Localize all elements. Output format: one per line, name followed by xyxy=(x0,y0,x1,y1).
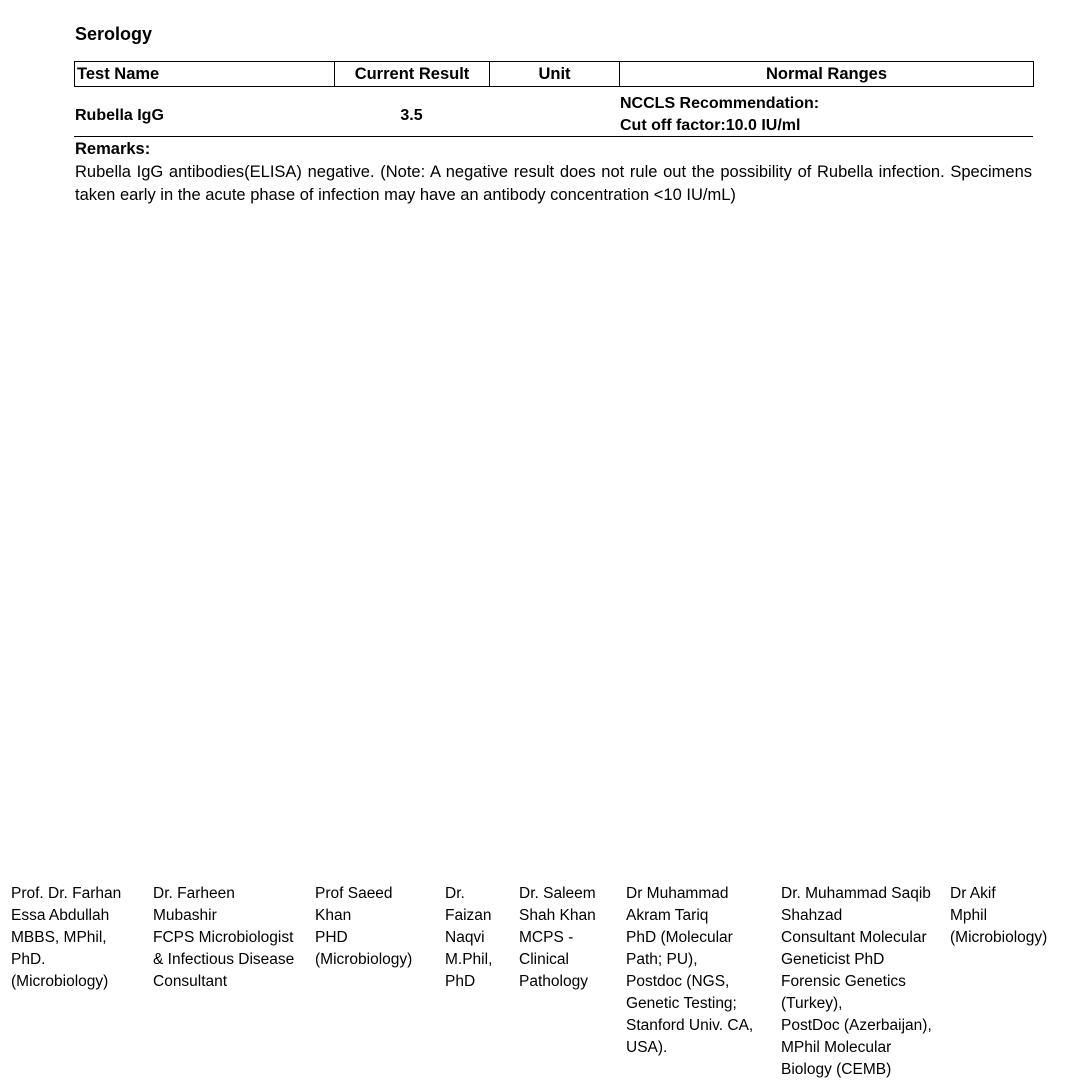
remarks-label: Remarks: xyxy=(75,140,151,158)
doctor-credit-line: Prof. Dr. Farhan xyxy=(11,885,122,902)
doctor-credit-line: PostDoc (Azerbaijan), xyxy=(781,1017,932,1034)
table-header xyxy=(74,61,1034,87)
doctor-credit-line: (Microbiology) xyxy=(315,951,413,968)
doctor-credit xyxy=(781,883,932,1081)
doctor-credit xyxy=(315,883,412,971)
normal-range-line-1: NCCLS Recommendation: xyxy=(620,95,820,112)
doctor-credit-line: PhD. xyxy=(11,951,46,968)
doctor-credit-line: (Microbiology) xyxy=(11,973,109,990)
remarks-text: Rubella IgG antibodies(ELISA) negative. (Note: A negative result does not rule out the possibility of Rubella infection. Specimens taken early in the acute phase of infection may have an antibody concentration <10 IU/mL) xyxy=(75,163,1032,204)
doctor-credit-line: MBBS, MPhil, xyxy=(11,929,107,946)
doctor-credit-line: PhD xyxy=(445,973,476,990)
doctor-credit-line: Forensic Genetics xyxy=(781,973,906,990)
doctor-credit-line: Essa Abdullah xyxy=(11,907,110,924)
current-result-cell: 3.5 xyxy=(400,107,423,124)
doctor-credit-line: FCPS Microbiologist xyxy=(153,929,294,946)
doctor-credit xyxy=(626,883,753,1059)
doctor-credit-line: Dr. Saleem xyxy=(519,885,596,902)
doctor-credit-line: Dr Akif xyxy=(950,885,996,902)
doctor-credit-line: Dr Muhammad xyxy=(626,885,729,902)
doctor-credit-line: M.Phil, xyxy=(445,951,493,968)
doctor-credit xyxy=(153,883,294,993)
doctor-credit-line: PhD (Molecular xyxy=(626,929,733,946)
doctor-credit-line: & Infectious Disease xyxy=(153,951,295,968)
doctor-credit-line: Consultant Molecular xyxy=(781,929,927,946)
doctor-credit-line: Geneticist PhD xyxy=(781,951,885,968)
section-title: Serology xyxy=(75,24,153,44)
doctor-credit-line: MCPS - xyxy=(519,929,574,946)
doctor-credit-line: USA). xyxy=(626,1039,668,1056)
doctor-credit-line: PHD xyxy=(315,929,348,946)
doctor-credit xyxy=(445,883,492,993)
doctor-credit-line: Akram Tariq xyxy=(626,907,709,924)
doctor-credit-line: (Microbiology) xyxy=(950,929,1048,946)
doctor-credit xyxy=(11,883,121,993)
doctor-credit-line: Clinical xyxy=(519,951,569,968)
header-normal-ranges: Normal Ranges xyxy=(765,65,888,83)
doctor-credit-line: Biology (CEMB) xyxy=(781,1061,892,1078)
doctor-credit-line: Prof Saeed xyxy=(315,885,393,902)
doctor-credit-line: Mphil xyxy=(950,907,988,924)
test-name-cell: Rubella IgG xyxy=(75,107,164,124)
doctor-credit-line: Dr. xyxy=(445,885,465,902)
doctor-credit-line: Stanford Univ. CA, xyxy=(626,1017,754,1034)
doctor-credit-line: Naqvi xyxy=(445,929,485,946)
doctor-credit-line: Dr. Muhammad Saqib xyxy=(781,885,931,902)
doctor-credit-line: MPhil Molecular xyxy=(781,1039,892,1056)
doctor-credit-line: Mubashir xyxy=(153,907,217,924)
doctor-credit xyxy=(950,883,1047,949)
doctor-credit-line: (Turkey), xyxy=(781,995,843,1012)
doctor-credit-line: Genetic Testing; xyxy=(626,995,737,1012)
doctor-credit-line: Postdoc (NGS, xyxy=(626,973,730,990)
header-unit: Unit xyxy=(490,62,620,86)
normal-range-line-2: Cut off factor:10.0 IU/ml xyxy=(620,117,801,134)
doctor-credit-line: Khan xyxy=(315,907,352,924)
doctor-credit-line: Path; PU), xyxy=(626,951,698,968)
table-bottom-rule xyxy=(74,136,1033,137)
doctor-credit-line: Faizan xyxy=(445,907,492,924)
doctor-credit-line: Dr. Farheen xyxy=(153,885,235,902)
header-test-name: Test Name xyxy=(75,62,335,86)
doctor-credit xyxy=(519,883,596,993)
doctor-credit-line: Pathology xyxy=(519,973,588,990)
doctor-credit-line: Shahzad xyxy=(781,907,843,924)
doctor-credit-line: Shah Khan xyxy=(519,907,596,924)
doctor-credit-line: Consultant xyxy=(153,973,228,990)
header-current-result: Current Result xyxy=(335,62,490,86)
